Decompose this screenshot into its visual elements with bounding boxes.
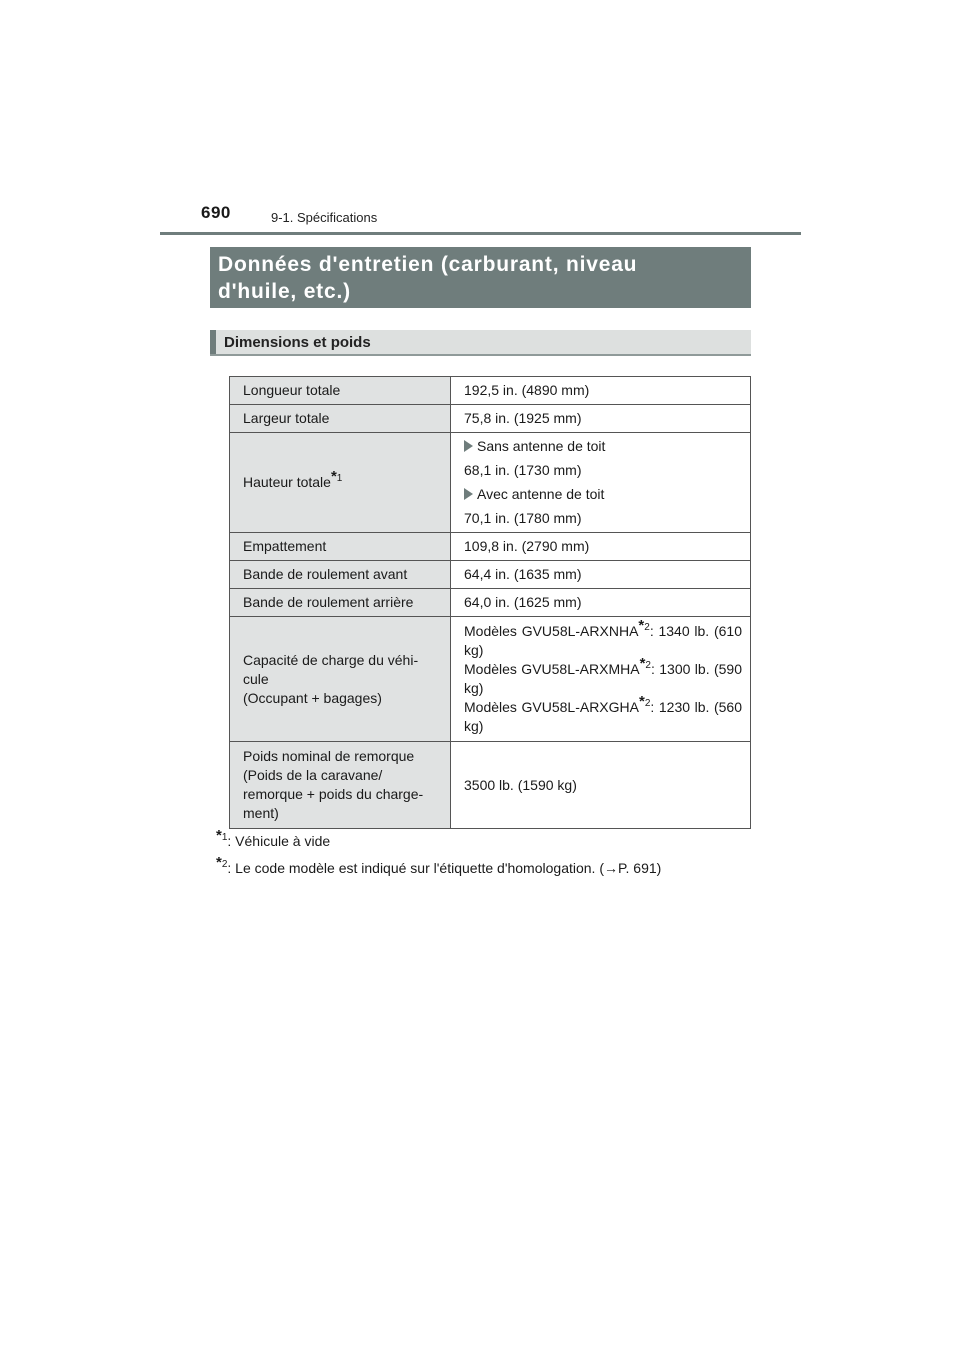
- title-line-1: Données d'entretien (carburant, niveau: [218, 253, 638, 276]
- row-value: 64,0 in. (1625 mm): [451, 589, 751, 617]
- table-row: [230, 533, 751, 561]
- variant-value: 70,1 in. (1780 mm): [464, 510, 582, 526]
- row-value: 64,4 in. (1635 mm): [451, 561, 751, 589]
- triangle-right-icon: [464, 488, 473, 500]
- row-value: 3500 lb. (1590 kg): [451, 742, 751, 829]
- label-line: remorque + poids du charge-: [243, 786, 424, 802]
- variant-value: 68,1 in. (1730 mm): [464, 462, 582, 478]
- footnote-ref: *1: [330, 468, 343, 486]
- row-value: 109,8 in. (2790 mm): [451, 533, 751, 561]
- row-label: Bande de roulement arrière: [230, 589, 451, 617]
- page-number: 690: [201, 203, 231, 222]
- table-row: [230, 377, 751, 405]
- variant-heading: Sans antenne de toit: [464, 437, 742, 456]
- label-line: (Poids de la caravane/: [243, 767, 383, 783]
- table-row: [230, 561, 751, 589]
- label-line: cule: [243, 670, 269, 687]
- title-banner: [210, 247, 751, 308]
- triangle-right-icon: [464, 440, 473, 452]
- title-line-2: d'huile, etc.): [218, 280, 351, 303]
- row-label: [230, 433, 451, 533]
- row-label: Empattement: [230, 533, 451, 561]
- label-line: Poids nominal de remorque: [243, 748, 415, 764]
- row-label: [230, 617, 451, 742]
- model-capacity: Modèles GVU58L-ARXGHA$^{*2}$: 1230 lb. (560 kg): [464, 693, 742, 734]
- label-line: Capacité de charge du véhi-: [243, 651, 419, 668]
- height-label: Hauteur totale: [243, 474, 331, 490]
- row-label: Largeur totale: [230, 405, 451, 433]
- table-row: [230, 589, 751, 617]
- subsection-bar: [210, 330, 216, 354]
- table-row: [230, 742, 751, 829]
- row-label: Longueur totale: [230, 377, 451, 405]
- row-value: [451, 433, 751, 533]
- model-capacity: Modèles GVU58L-ARXNHA$^{*2}$: 1340 lb. (610 kg): [464, 617, 742, 658]
- section-label: 9-1. Spécifications: [271, 210, 378, 225]
- label-line: (Occupant + bagages): [243, 689, 382, 706]
- row-label: Bande de roulement avant: [230, 561, 451, 589]
- row-label: [230, 742, 451, 829]
- variant-heading: Avec antenne de toit: [464, 485, 742, 504]
- subsection-title: Dimensions et poids: [224, 334, 371, 351]
- table-row: [230, 405, 751, 433]
- row-value: 192,5 in. (4890 mm): [451, 377, 751, 405]
- specs-table: [229, 376, 751, 829]
- model-capacity: Modèles GVU58L-ARXMHA$^{*2}$: 1300 lb. (590 kg): [464, 655, 743, 696]
- table-row: [230, 617, 751, 742]
- label-line: ment): [243, 805, 279, 821]
- footnote-2: $^{*2}$: Le code modèle est indiqué sur l'étiquette d'homologation. (→P. 691): [216, 854, 662, 876]
- header-rule: [160, 232, 801, 235]
- footnote-1: $^{*1}$: Véhicule à vide: [216, 827, 331, 849]
- row-value: 75,8 in. (1925 mm): [451, 405, 751, 433]
- row-value: [451, 617, 751, 742]
- table-row: [230, 433, 751, 533]
- subsection-header: [210, 330, 751, 356]
